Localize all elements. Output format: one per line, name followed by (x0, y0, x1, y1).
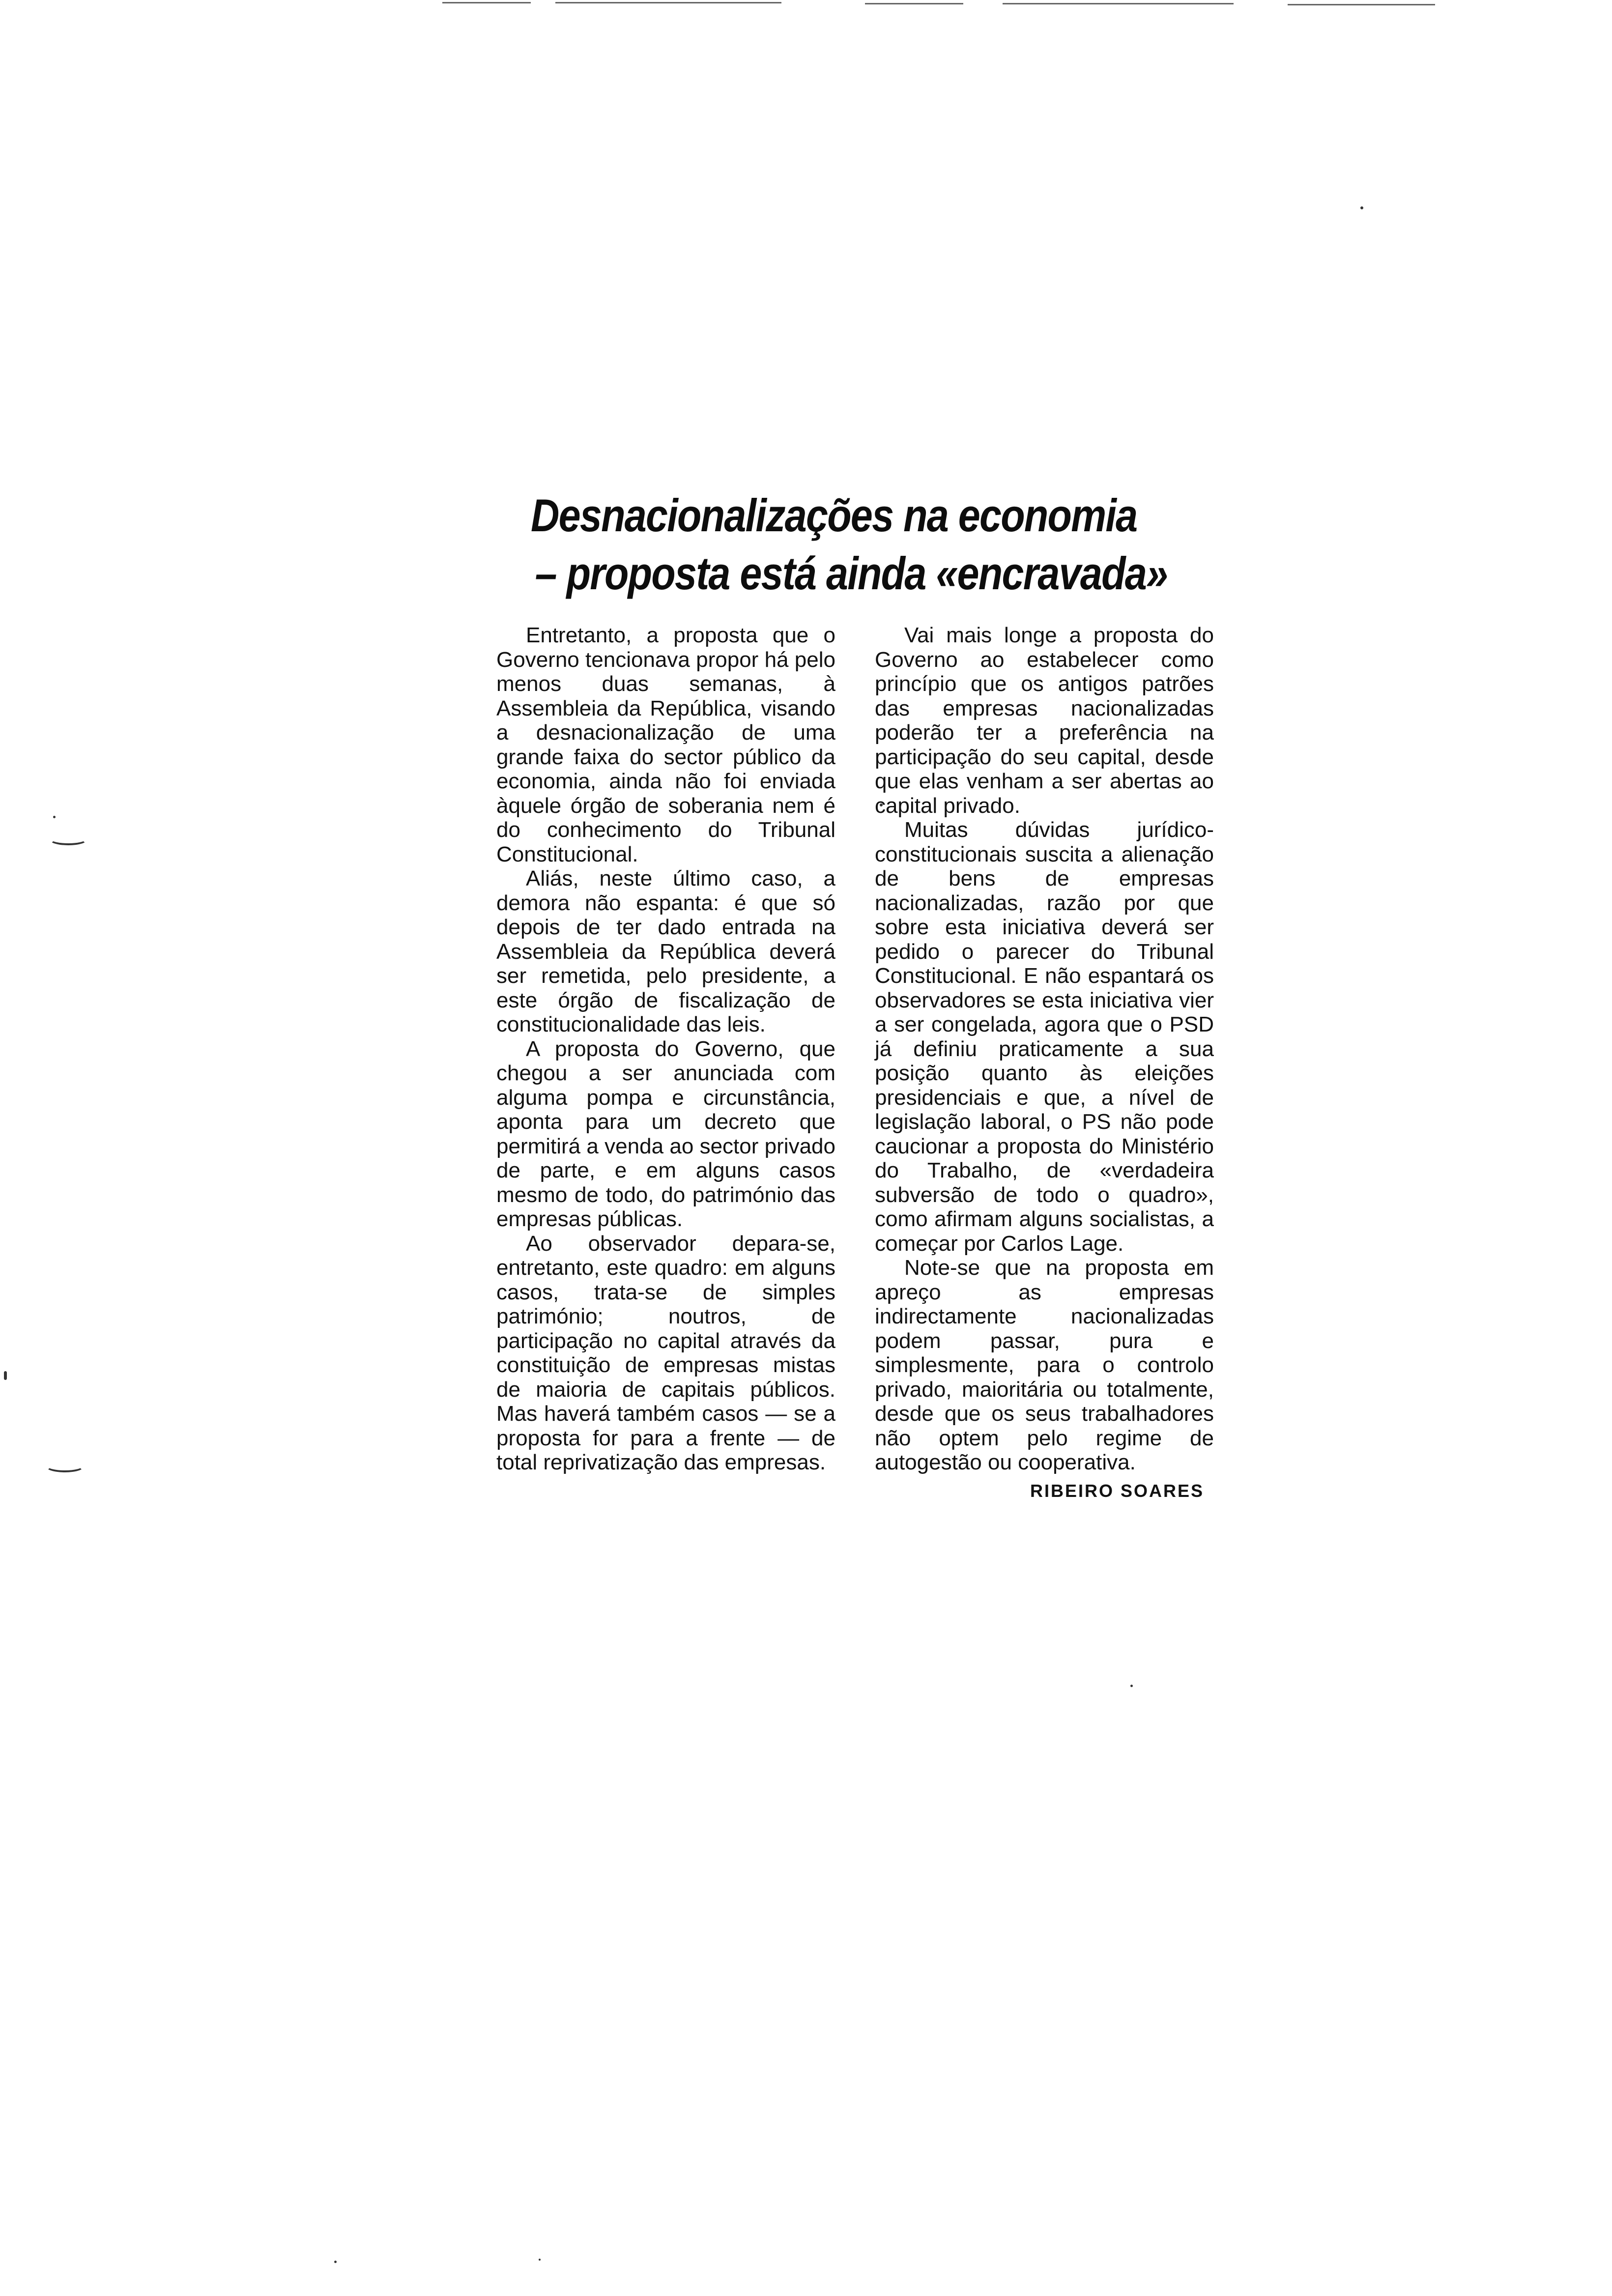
paragraph: Muitas dúvidas jurídico-constitucionais suscita a alienação de bens de empresas nacionalizadas, razão por que sobre esta iniciativa deverá ser pedido o parecer do Tribunal Constitucional. E não espantará os observadores se esta iniciativa vier a ser congelada, agora que o PSD já definiu praticamente a sua posição quanto às eleições presidenciais e que, a nível de legislação laboral, o PS não pode caucionar a proposta do Ministério do Trabalho, de «verdadeira subversão de todo o quadro», como afirmam alguns socialistas, a começar por Carlos Lage. (875, 818, 1214, 1256)
top-rule-3 (865, 3, 963, 4)
paragraph: A proposta do Governo, que chegou a ser anunciada com alguma pompa e circunstância, aponta para um decreto que permitirá a venda ao sector privado de parte, e em alguns casos mesmo de todo, do património das empresas públicas. (496, 1036, 835, 1231)
paragraph: Vai mais longe a proposta do Governo ao estabelecer como princípio que os antigos patrões das empresas nacionalizadas poderão ter a preferência na participação do seu capital, desde que elas venham a ser abertas ao capital privado. (875, 623, 1214, 818)
speck (1360, 206, 1363, 209)
byline: RIBEIRO SOARES (1030, 1480, 1204, 1501)
top-rule-4 (1003, 3, 1234, 4)
paragraph: Aliás, neste último caso, a demora não espanta: é que só depois de ter dado entrada na Assembleia da República deverá ser remetida, pelo presidente, a este órgão de fiscalização de constitucionalidade das leis. (496, 866, 835, 1036)
left-column (496, 623, 835, 1475)
speck (539, 2259, 541, 2261)
speck (4, 1371, 7, 1380)
top-rule-2 (555, 2, 781, 3)
headline-line-1: Desnacionalizações na economia (531, 489, 1137, 541)
newspaper-clipping (491, 487, 1229, 1686)
paragraph: Entretanto, a proposta que o Governo tencionava propor há pelo menos duas semanas, à Assembleia da República, visando a desnacionalização de uma grande faixa do sector público da economia, ainda não foi enviada àquele órgão de soberania nem é do conhecimento do Tribunal Constitucional. (496, 623, 835, 866)
top-rule-1 (442, 2, 531, 3)
right-column (875, 623, 1214, 1503)
speck (53, 816, 56, 818)
headline (531, 487, 1168, 603)
speck (334, 2261, 337, 2263)
margin-mark (49, 833, 87, 845)
paragraph: Note-se que na proposta em apreço as empresas indirectamente nacionalizadas podem passar, pura e simplesmente, para o controlo privado, maioritária ou totalmente, desde que os seus trabalhadores não optem pelo regime de autogestão ou cooperativa. (875, 1256, 1214, 1474)
margin-mark (45, 1460, 85, 1472)
headline-line-2: – proposta está ainda «encravada» (535, 547, 1168, 599)
top-rule-5 (1288, 4, 1435, 5)
paragraph: Ao observador depara-se, entretanto, este quadro: em alguns casos, trata-se de simples património; noutros, de participação no capital através da constituição de empresas mistas de maioria de capitais públicos. Mas haverá também casos — se a proposta for para a frente — de total reprivatização das empresas. (496, 1231, 835, 1474)
